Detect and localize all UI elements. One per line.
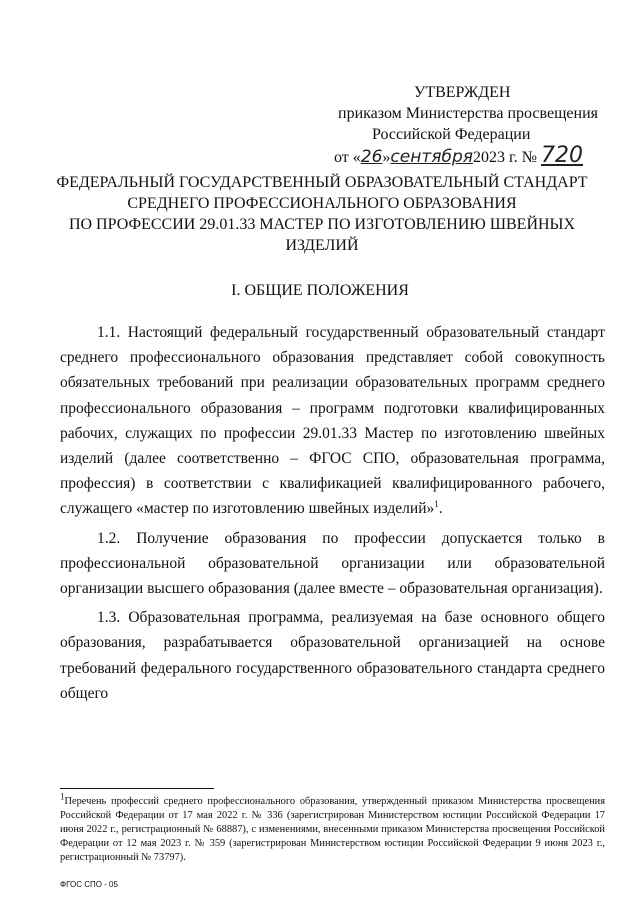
title-line-1: ФЕДЕРАЛЬНЫЙ ГОСУДАРСТВЕННЫЙ ОБРАЗОВАТЕЛЬНЫЙ СТАНДАРТ bbox=[56, 174, 588, 191]
footnote-divider bbox=[60, 788, 214, 789]
section-heading: I. ОБЩИЕ ПОЛОЖЕНИЯ bbox=[231, 282, 409, 299]
approval-order-line: приказом Министерства просвещения bbox=[338, 105, 598, 122]
document-title bbox=[40, 172, 604, 256]
title-line-2: СРЕДНЕГО ПРОФЕССИОНАЛЬНОГО ОБРАЗОВАНИЯ bbox=[127, 195, 517, 212]
approval-heading: УТВЕРЖДЕН bbox=[414, 84, 511, 101]
handwritten-order-number: 720 bbox=[541, 143, 584, 168]
approval-date-line bbox=[320, 145, 620, 168]
date-quote-close: » bbox=[382, 149, 391, 166]
approval-authority-line: Российской Федерации bbox=[372, 126, 531, 143]
handwritten-day: 26 bbox=[360, 147, 383, 167]
paragraph-1-1 bbox=[60, 320, 605, 522]
paragraph-1-1-text: 1.1. Настоящий федеральный государственный образовательный стандарт среднего профессионального образования представляет собой совокупность обязательных требований при реализации образовательных программ среднего профессионального образования – программ подготовки квалифицированных рабочих, служащих по профессии 29.01.33 Мастер по изготовлению швейных изделий (далее соответственно – ФГОС СПО, образовательная программа, профессия) в соответствии с квалификацией квалифицированного рабочего, служащего «мастер по изготовлению швейных изделий» bbox=[60, 324, 605, 518]
footnote-marker: 1 bbox=[60, 791, 65, 802]
approval-stamp bbox=[320, 82, 620, 168]
title-line-4: ИЗДЕЛИЙ bbox=[285, 237, 359, 254]
paragraph-1-2: 1.2. Получение образования по профессии допускается только в профессиональной образовательной организации или образовательной организации высшего образования (далее вместе – образовательная организация). bbox=[60, 529, 605, 598]
handwritten-month: сентября bbox=[390, 147, 473, 167]
footnote-reference: 1 bbox=[434, 499, 439, 510]
footnote bbox=[60, 791, 605, 865]
footer-code: ФГОС СПО - 05 bbox=[60, 880, 118, 889]
paragraph-1-1-end: . bbox=[438, 500, 443, 518]
date-year: 2023 г. № bbox=[472, 149, 538, 166]
body-text bbox=[60, 320, 605, 710]
paragraph-1-3: 1.3. Образовательная программа, реализуемая на базе основного общего образования, разрабатывается образовательной организацией на основе требований федерального государственного образовательного стандарта среднего общего bbox=[60, 609, 605, 702]
date-prefix: от « bbox=[334, 149, 361, 166]
footnote-text: Перечень профессий среднего профессионального образования, утвержденный приказом Министерства просвещения Российской Федерации от 17 мая 2022 г. № 336 (зарегистрирован Министерством юстиции Российской Федерации 17 июня 2022 г., регистрационный № 68887), с изменениями, внесенными приказом Министерства просвещения Российской Федерации от 12 мая 2023 г. № 359 (зарегистрирован Министерством юстиции Российской Федерации 9 июня 2023 г., регистрационный № 73797). bbox=[60, 796, 605, 863]
title-line-3: ПО ПРОФЕССИИ 29.01.33 МАСТЕР ПО ИЗГОТОВЛЕНИЮ ШВЕЙНЫХ bbox=[68, 216, 576, 233]
